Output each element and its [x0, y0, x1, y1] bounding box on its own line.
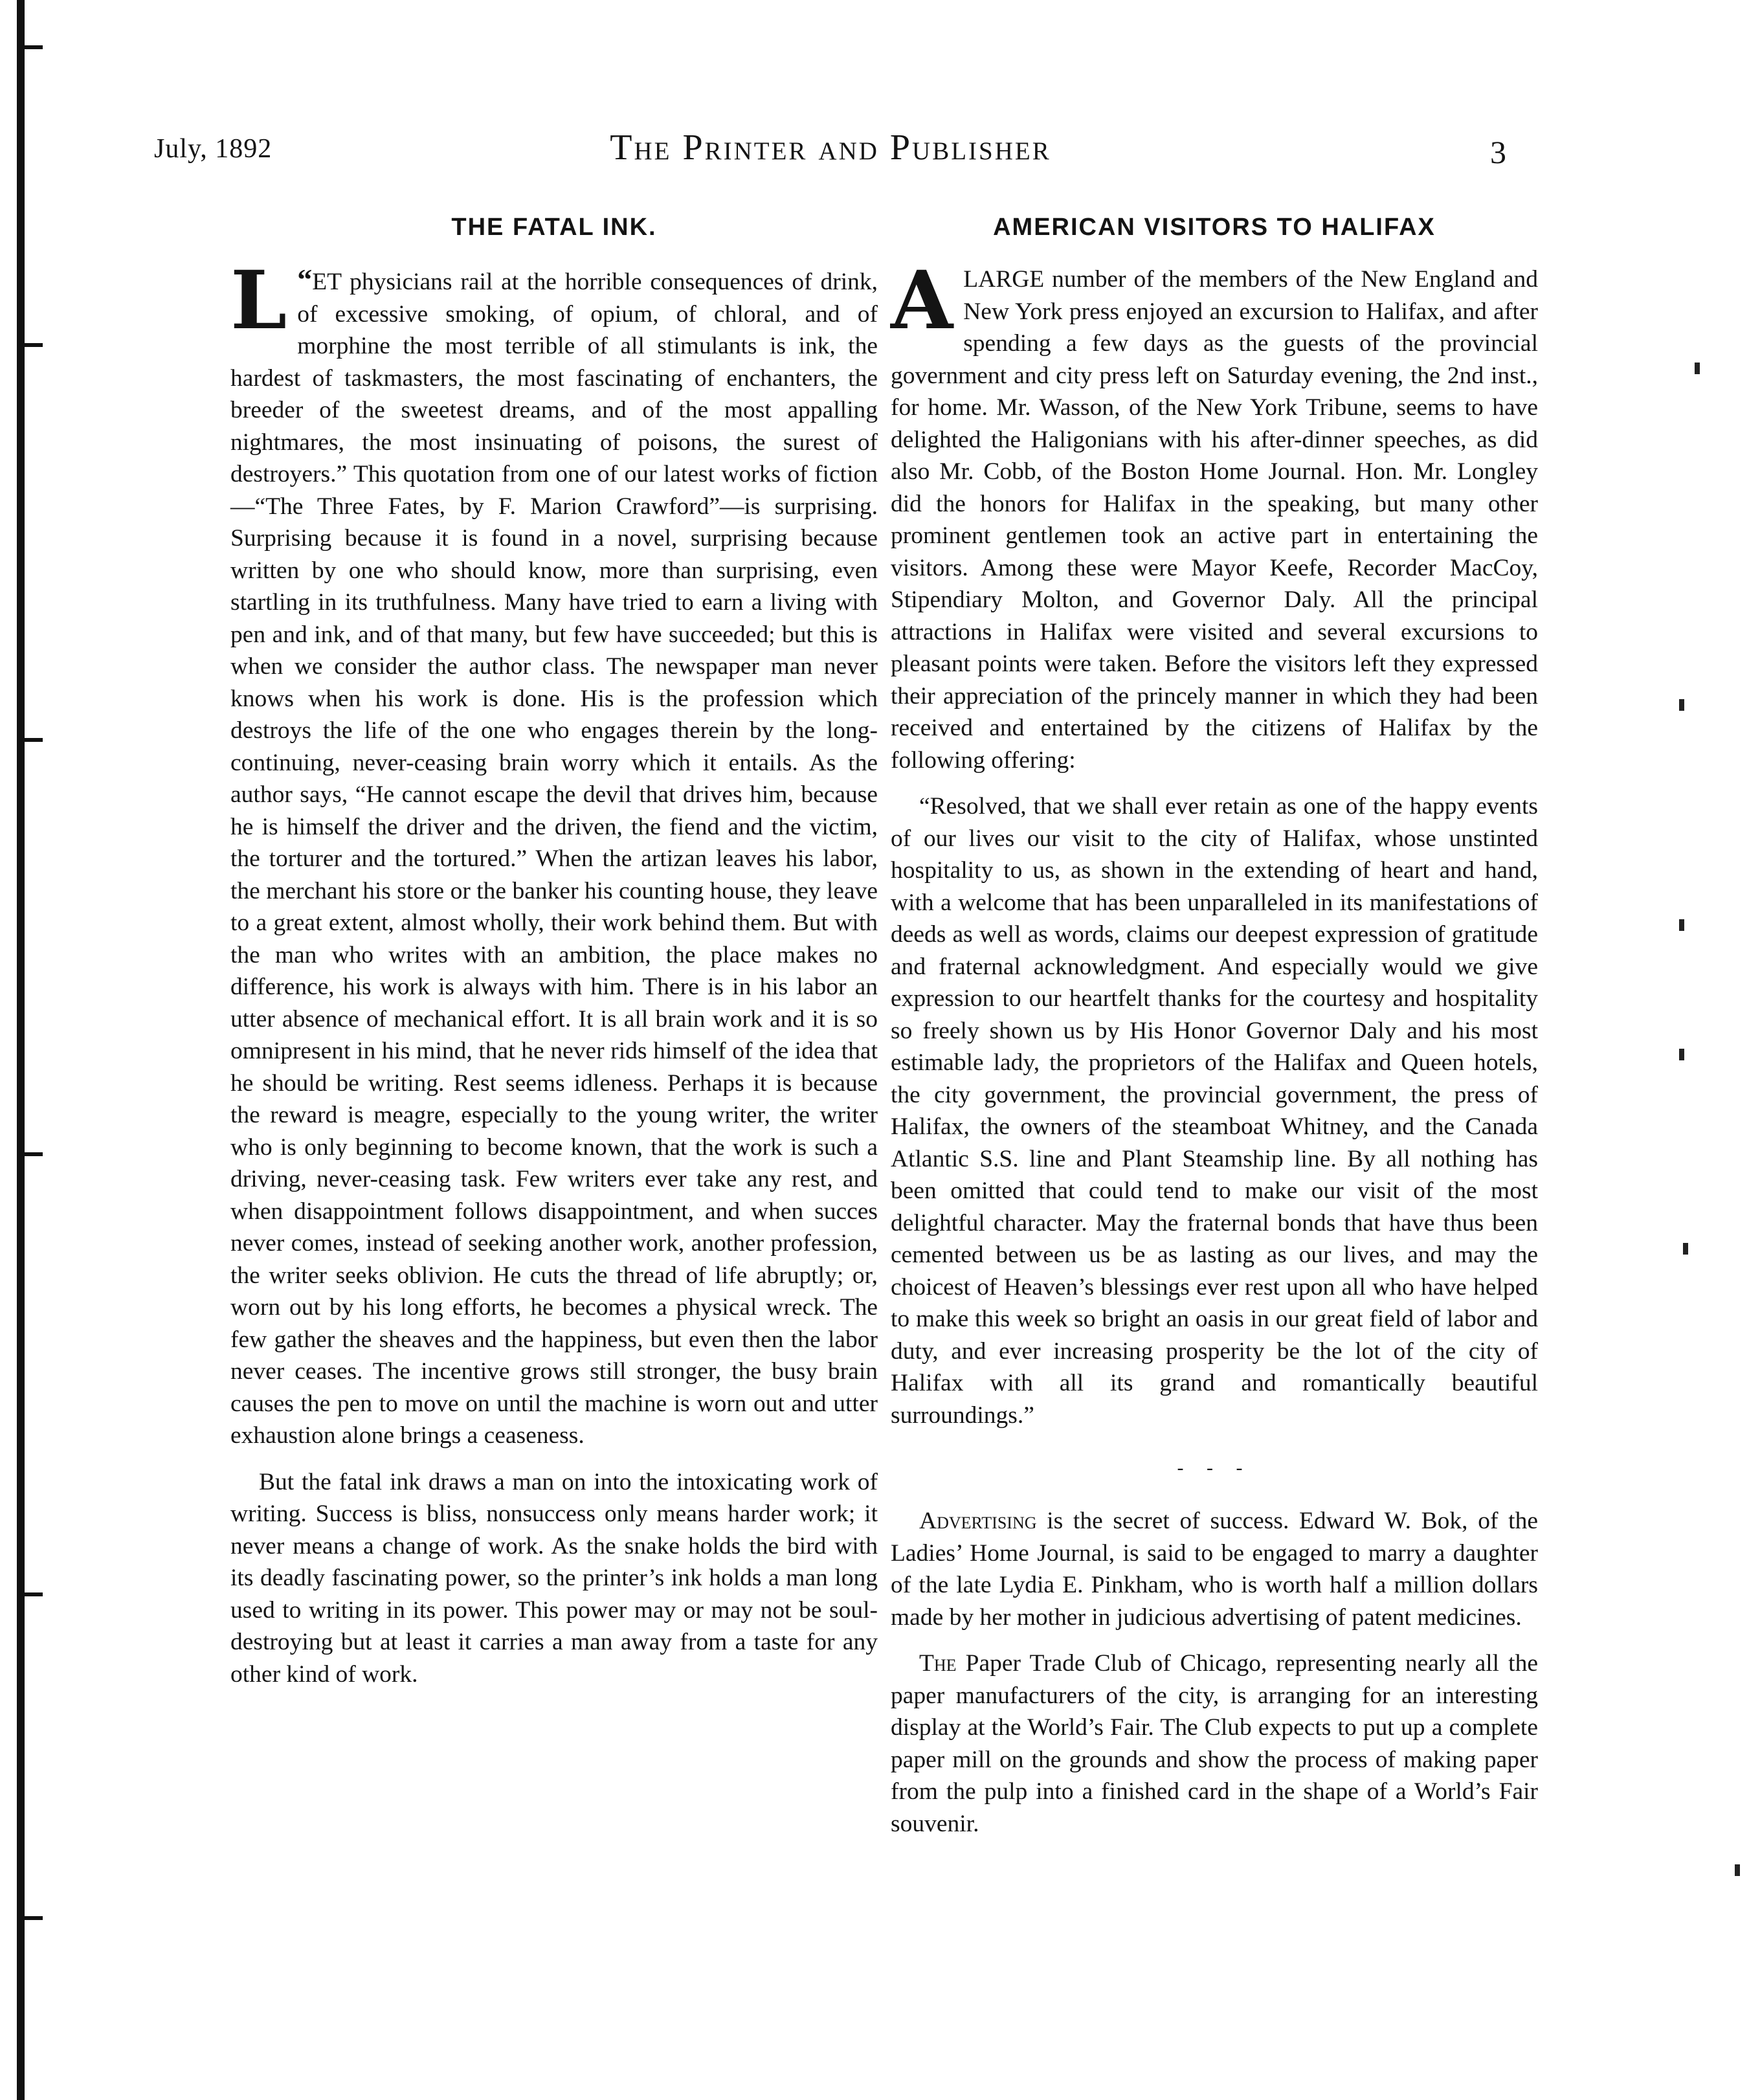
article-headline-fatal-ink: THE FATAL INK.	[451, 214, 657, 241]
page-number: 3	[1490, 134, 1507, 170]
binding-mark	[19, 738, 43, 742]
page-header	[154, 127, 1507, 172]
item-lead-word: The	[919, 1650, 957, 1677]
margin-speck	[1679, 1049, 1684, 1060]
binding-mark	[19, 343, 43, 347]
margin-speck	[1695, 363, 1700, 374]
left-column	[230, 214, 878, 1704]
article-headline-american-visitors: AMERICAN VISITORS TO HALIFAX	[993, 214, 1436, 241]
item-lead-word: Advertising	[919, 1508, 1037, 1534]
item-text: is the secret of success. Edward W. Bok, of the Ladies’ Home Journal, is said to be engaged to marry a daughter of the late Lydia E. Pinkham, who is worth half a million dollars made by her mother in judicious advertising of patent medicines.	[891, 1508, 1538, 1631]
binding-mark	[19, 1152, 43, 1156]
advertising-news-item	[891, 1505, 1538, 1633]
margin-speck	[1683, 1243, 1688, 1255]
binding-mark	[19, 1916, 43, 1920]
article-paragraph-text: LARGE number of the members of the New England and New York press enjoyed an excursion to Halifax, and after spending a few days as the guests of the provincial government and city press left on Saturday evening, the 2nd inst., for home. Mr. Wasson, of the New York Tribune, seems to have delighted the Haligonians with his after-dinner speeches, as did also Mr. Cobb, of the Boston Home Journal. Hon. Mr. Longley did the honors for Halifax in the speaking, but many other prominent gentlemen took an active part in entertaining the visitors. Among these were Mayor Keefe, Recorder MacCoy, Stipendiary Molton, and Governor Daly. All the principal attractions in Halifax were visited and several excursions to pleasant points were taken. Before the visitors left they expressed their appreciation of the princely manner in which they had been received and entertained by the citizens of Halifax by the following offering:	[891, 266, 1538, 774]
right-column	[891, 214, 1538, 1854]
issue-date: July, 1892	[154, 134, 273, 164]
article-paragraph-text: ET physicians rail at the horrible consequences of drink, of excessive smoking, of opium, of chloral, and of morphine the most terrible of all stimulants is ink, the hardest of taskmasters, the most fascinating of enchanters, the breeder of the sweetest dreams, and of the most appalling nightmares, the most insinuating of poisons, the surest of destroyers.” This quotation from one of our latest works of fiction—“The Three Fates, by F. Marion Crawford”—is surprising. Surprising because it is found in a novel, surprising because written by one who should know, more than surprising, even startling in its truthfulness. Many have tried to earn a living with pen and ink, and of that many, but few have succeeded; but this is when we consider the author class. The newspaper man never knows when his work is done. His is the profession which destroys the life of the one who engages therein by the long-continuing, never-ceasing brain worry which it entails. As the author says, “He cannot escape the devil that drives him, because he is himself the driver and the driven, the fiend and the victim, the torturer and the tortured.” When the artizan leaves his labor, the merchant his store or the banker his counting house, they leave to a great extent, almost wholly, their work behind them. But with the man who writes with an ambition, the place makes no difference, his work is always with him. There is in his labor an utter absence of mechanical effort. It is all brain work and it is so omnipresent in his mind, that he never rids himself of the idea that he should be writing. Rest seems idleness. Perhaps it is because the reward is meagre, especially to the young writer, the writer who is only beginning to become known, that the work is such a driving, never-ceasing task. Few writers ever take any rest, and when disappointment follows disappointment, and when succes never comes, instead of seeking another work, another profession, the writer seeks oblivion. He cuts the thread of life abruptly; or, worn out by his long efforts, he becomes a physical wreck. The few gather the sheaves and the happiness, but even then the labor never ceases. The incentive grows still stronger, the busy brain causes the pen to move on until the machine is worn out and utter exhaustion alone brings a ceaseness.	[230, 269, 878, 1449]
section-divider: - - -	[1177, 1457, 1252, 1479]
margin-speck	[1679, 699, 1684, 711]
paper-trade-news-item	[891, 1648, 1538, 1840]
item-text: Paper Trade Club of Chicago, representing nearly all the paper manufacturers of the city, is arranging for an interesting display at the World’s Fair. The Club expects to put up a complete paper mill on the grounds and show the process of making paper from the pulp into a finished card in the shape of a World’s Fair souvenir.	[891, 1650, 1538, 1837]
article-paragraph	[891, 254, 1538, 776]
binding-mark	[19, 45, 43, 49]
article-paragraph: But the fatal ink draws a man on into the intoxicating work of writing. Success is bliss, nonsuccess only means harder work; it never means a change of work. As the snake holds the bird with its deadly fascinating power, so the printer’s ink holds a man long used to writing in its power. This power may or may not be soul-destroying but at least it carries a man away from a taste for any other kind of work.	[230, 1468, 878, 1688]
opening-quote-mark: “	[297, 263, 313, 296]
publication-title: The Printer and Publisher	[610, 128, 1051, 168]
article-paragraph	[230, 254, 878, 1452]
page-binding-edge	[17, 0, 25, 2100]
drop-cap-letter: L	[230, 254, 287, 348]
drop-cap-letter: A	[891, 254, 953, 348]
resolution-paragraph: “Resolved, that we shall ever retain as one of the happy events of our lives our visit to the city of Halifax, whose unstinted hospitality to us, as shown in the extending of heart and hand, with a welcome that has been unparalleled in its manifestations of deeds as well as words, claims our deepest expression of gratitude and fraternal acknowledgment. And especially would we give expression to our heartfelt thanks for the courtesy and hospitality so freely shown us by His Honor Governor Daly and his most estimable lady, the proprietors of the Halifax and Queen hotels, the city government, the provincial government, the press of Halifax, the owners of the steamboat Whitney, and the Canada Atlantic S.S. line and Plant Steamship line. By all nothing has been omitted that could tend to make our visit of the most delightful character. May the fraternal bonds that have thus been cemented between us be as lasting as our lives, and may the choicest of Heaven’s blessings ever rest upon all who have helped to make this week so bright an oasis in our great field of labor and duty, and ever increasing prosperity be the lot of the city of Halifax with all its grand and romantically beautiful surroundings.”	[891, 793, 1538, 1429]
binding-mark	[19, 1592, 43, 1596]
margin-speck	[1679, 919, 1684, 931]
margin-speck	[1735, 1864, 1740, 1876]
